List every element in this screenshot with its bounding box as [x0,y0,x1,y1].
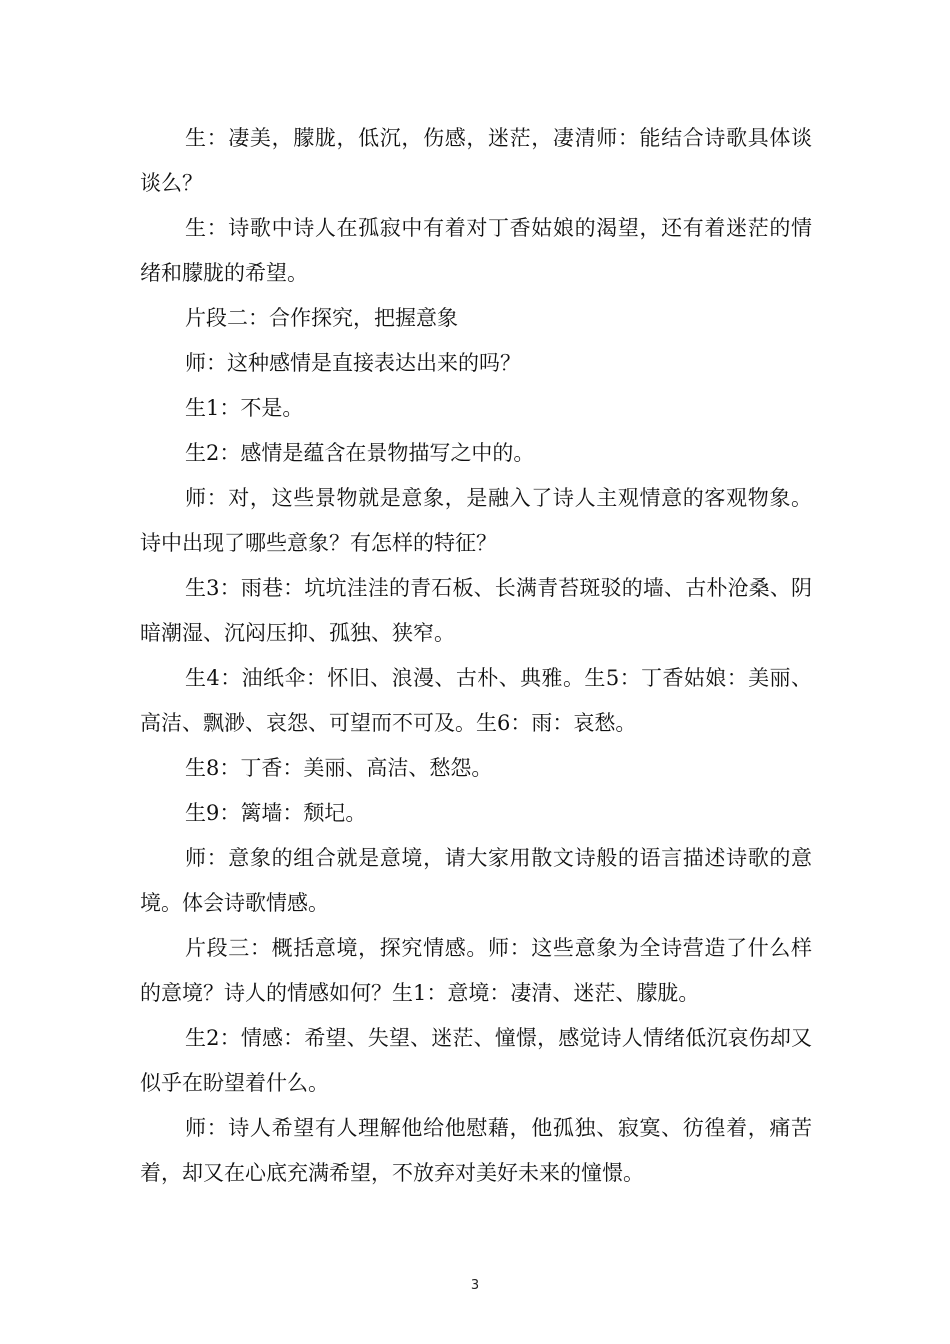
paragraph: 师：意象的组合就是意境，请大家用散文诗般的语言描述诗歌的意境。体会诗歌情感。 [140,846,812,915]
paragraph: 师：这种感情是直接表达出来的吗？ [185,351,521,375]
paragraph: 生4：油纸伞：怀旧、浪漫、古朴、典雅。生5：丁香姑娘：美丽、高洁、飘渺、哀怨、可望而不可及。生6：雨：哀愁。 [140,666,812,735]
paragraph: 师：诗人希望有人理解他给他慰藉，他孤独、寂寞、彷徨着，痛苦着，却又在心底充满希望，不放弃对美好未来的憧憬。 [140,1116,812,1185]
page-number: 3 [470,1278,480,1293]
paragraph: 生8：丁香：美丽、高洁、愁怨。 [185,756,493,780]
paragraph: 生：凄美，朦胧，低沉，伤感，迷茫，凄清师：能结合诗歌具体谈谈么？ [140,126,812,195]
section-heading: 片段三：概括意境，探究情感。师：这些意象为全诗营造了什么样的意境？诗人的情感如何？生1：意境：凄清、迷茫、朦胧。 [140,936,812,1005]
paragraph: 生：诗歌中诗人在孤寂中有着对丁香姑娘的渴望，还有着迷茫的情绪和朦胧的希望。 [140,216,812,285]
paragraph: 生1：不是。 [185,396,304,420]
paragraph: 生9：篱墙：颓圮。 [185,801,367,825]
section-heading: 片段二：合作探究，把握意象 [185,306,458,330]
paragraph: 生2：感情是蕴含在景物描写之中的。 [185,441,535,465]
paragraph: 生3：雨巷：坑坑洼洼的青石板、长满青苔斑驳的墙、古朴沧桑、阴暗潮湿、沉闷压抑、孤独、狭窄。 [140,576,812,645]
paragraph: 生2：情感：希望、失望、迷茫、憧憬，感觉诗人情绪低沉哀伤却又似乎在盼望着什么。 [140,1026,812,1095]
paragraph: 师：对，这些景物就是意象，是融入了诗人主观情意的客观物象。诗中出现了哪些意象？有怎样的特征？ [140,486,812,555]
